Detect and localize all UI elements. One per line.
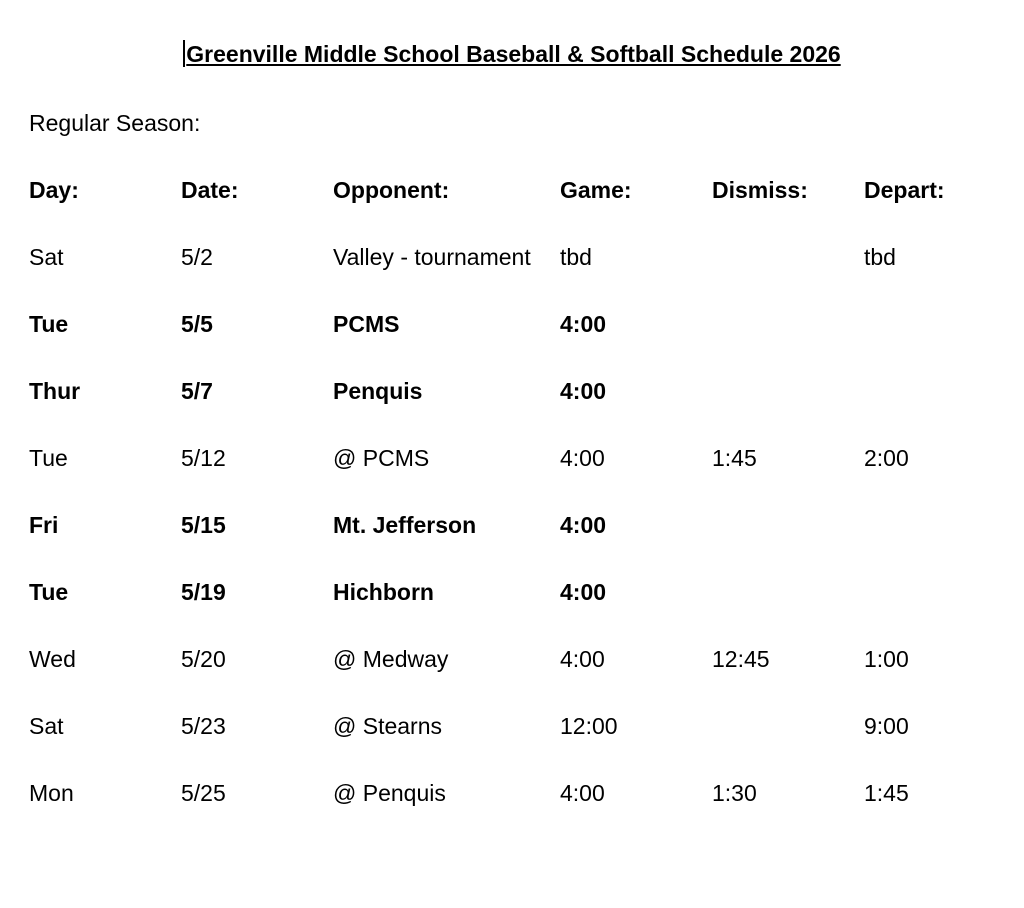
table-row [0,579,1024,609]
document-title [0,40,1024,68]
header-depart: Depart: [864,177,945,203]
cell-game: 4:00 [560,780,605,806]
header-game: Game: [560,177,632,203]
cell-opponent: PCMS [333,311,400,337]
cell-day: Thur [29,378,81,404]
cell-opponent: Penquis [333,378,423,404]
cell-game: 12:00 [560,713,618,739]
table-row [0,378,1024,408]
cell-dismiss: 1:45 [712,445,757,471]
table-row [0,244,1024,274]
header-date: Date: [181,177,239,203]
cell-depart: tbd [864,244,896,270]
table-row [0,646,1024,676]
cell-dismiss: 12:45 [712,646,770,672]
cell-game: 4:00 [560,579,607,605]
cell-opponent: @ Stearns [333,713,443,739]
cell-game: 4:00 [560,512,607,538]
cell-game: 4:00 [560,646,605,672]
header-dismiss: Dismiss: [712,177,808,203]
cell-day: Wed [29,646,76,672]
cell-game: 4:00 [560,378,607,404]
cell-game: 4:00 [560,445,605,471]
cell-opponent: @ PCMS [333,445,430,471]
cell-depart: 9:00 [864,713,909,739]
cell-day: Tue [29,579,69,605]
table-row [0,512,1024,542]
section-label: Regular Season: [29,110,201,136]
cell-depart: 2:00 [864,445,909,471]
cell-date: 5/15 [181,512,226,538]
cell-date: 5/2 [181,244,213,270]
cell-opponent: Valley - tournament [333,244,531,270]
cell-opponent: Mt. Jefferson [333,512,477,538]
cell-day: Mon [29,780,74,806]
cell-opponent: Hichborn [333,579,434,605]
title-text: Greenville Middle School Baseball & Softball Schedule 2026 [186,41,841,67]
cell-opponent: @ Penquis [333,780,446,806]
cell-date: 5/7 [181,378,213,404]
cell-game: tbd [560,244,592,270]
cell-game: 4:00 [560,311,607,337]
cell-day: Fri [29,512,59,538]
text-cursor [183,40,185,67]
cell-date: 5/20 [181,646,226,672]
cell-dismiss: 1:30 [712,780,757,806]
cell-date: 5/19 [181,579,226,605]
cell-opponent: @ Medway [333,646,449,672]
cell-depart: 1:00 [864,646,909,672]
cell-date: 5/5 [181,311,213,337]
header-opponent: Opponent: [333,177,450,203]
table-row [0,445,1024,475]
cell-date: 5/12 [181,445,226,471]
cell-day: Tue [29,445,68,471]
header-day: Day: [29,177,79,203]
cell-day: Sat [29,244,64,270]
table-row [0,311,1024,341]
table-row [0,713,1024,743]
cell-day: Sat [29,713,64,739]
cell-day: Tue [29,311,69,337]
cell-depart: 1:45 [864,780,909,806]
header-row [0,177,1024,207]
cell-date: 5/23 [181,713,226,739]
table-row [0,780,1024,810]
cell-date: 5/25 [181,780,226,806]
